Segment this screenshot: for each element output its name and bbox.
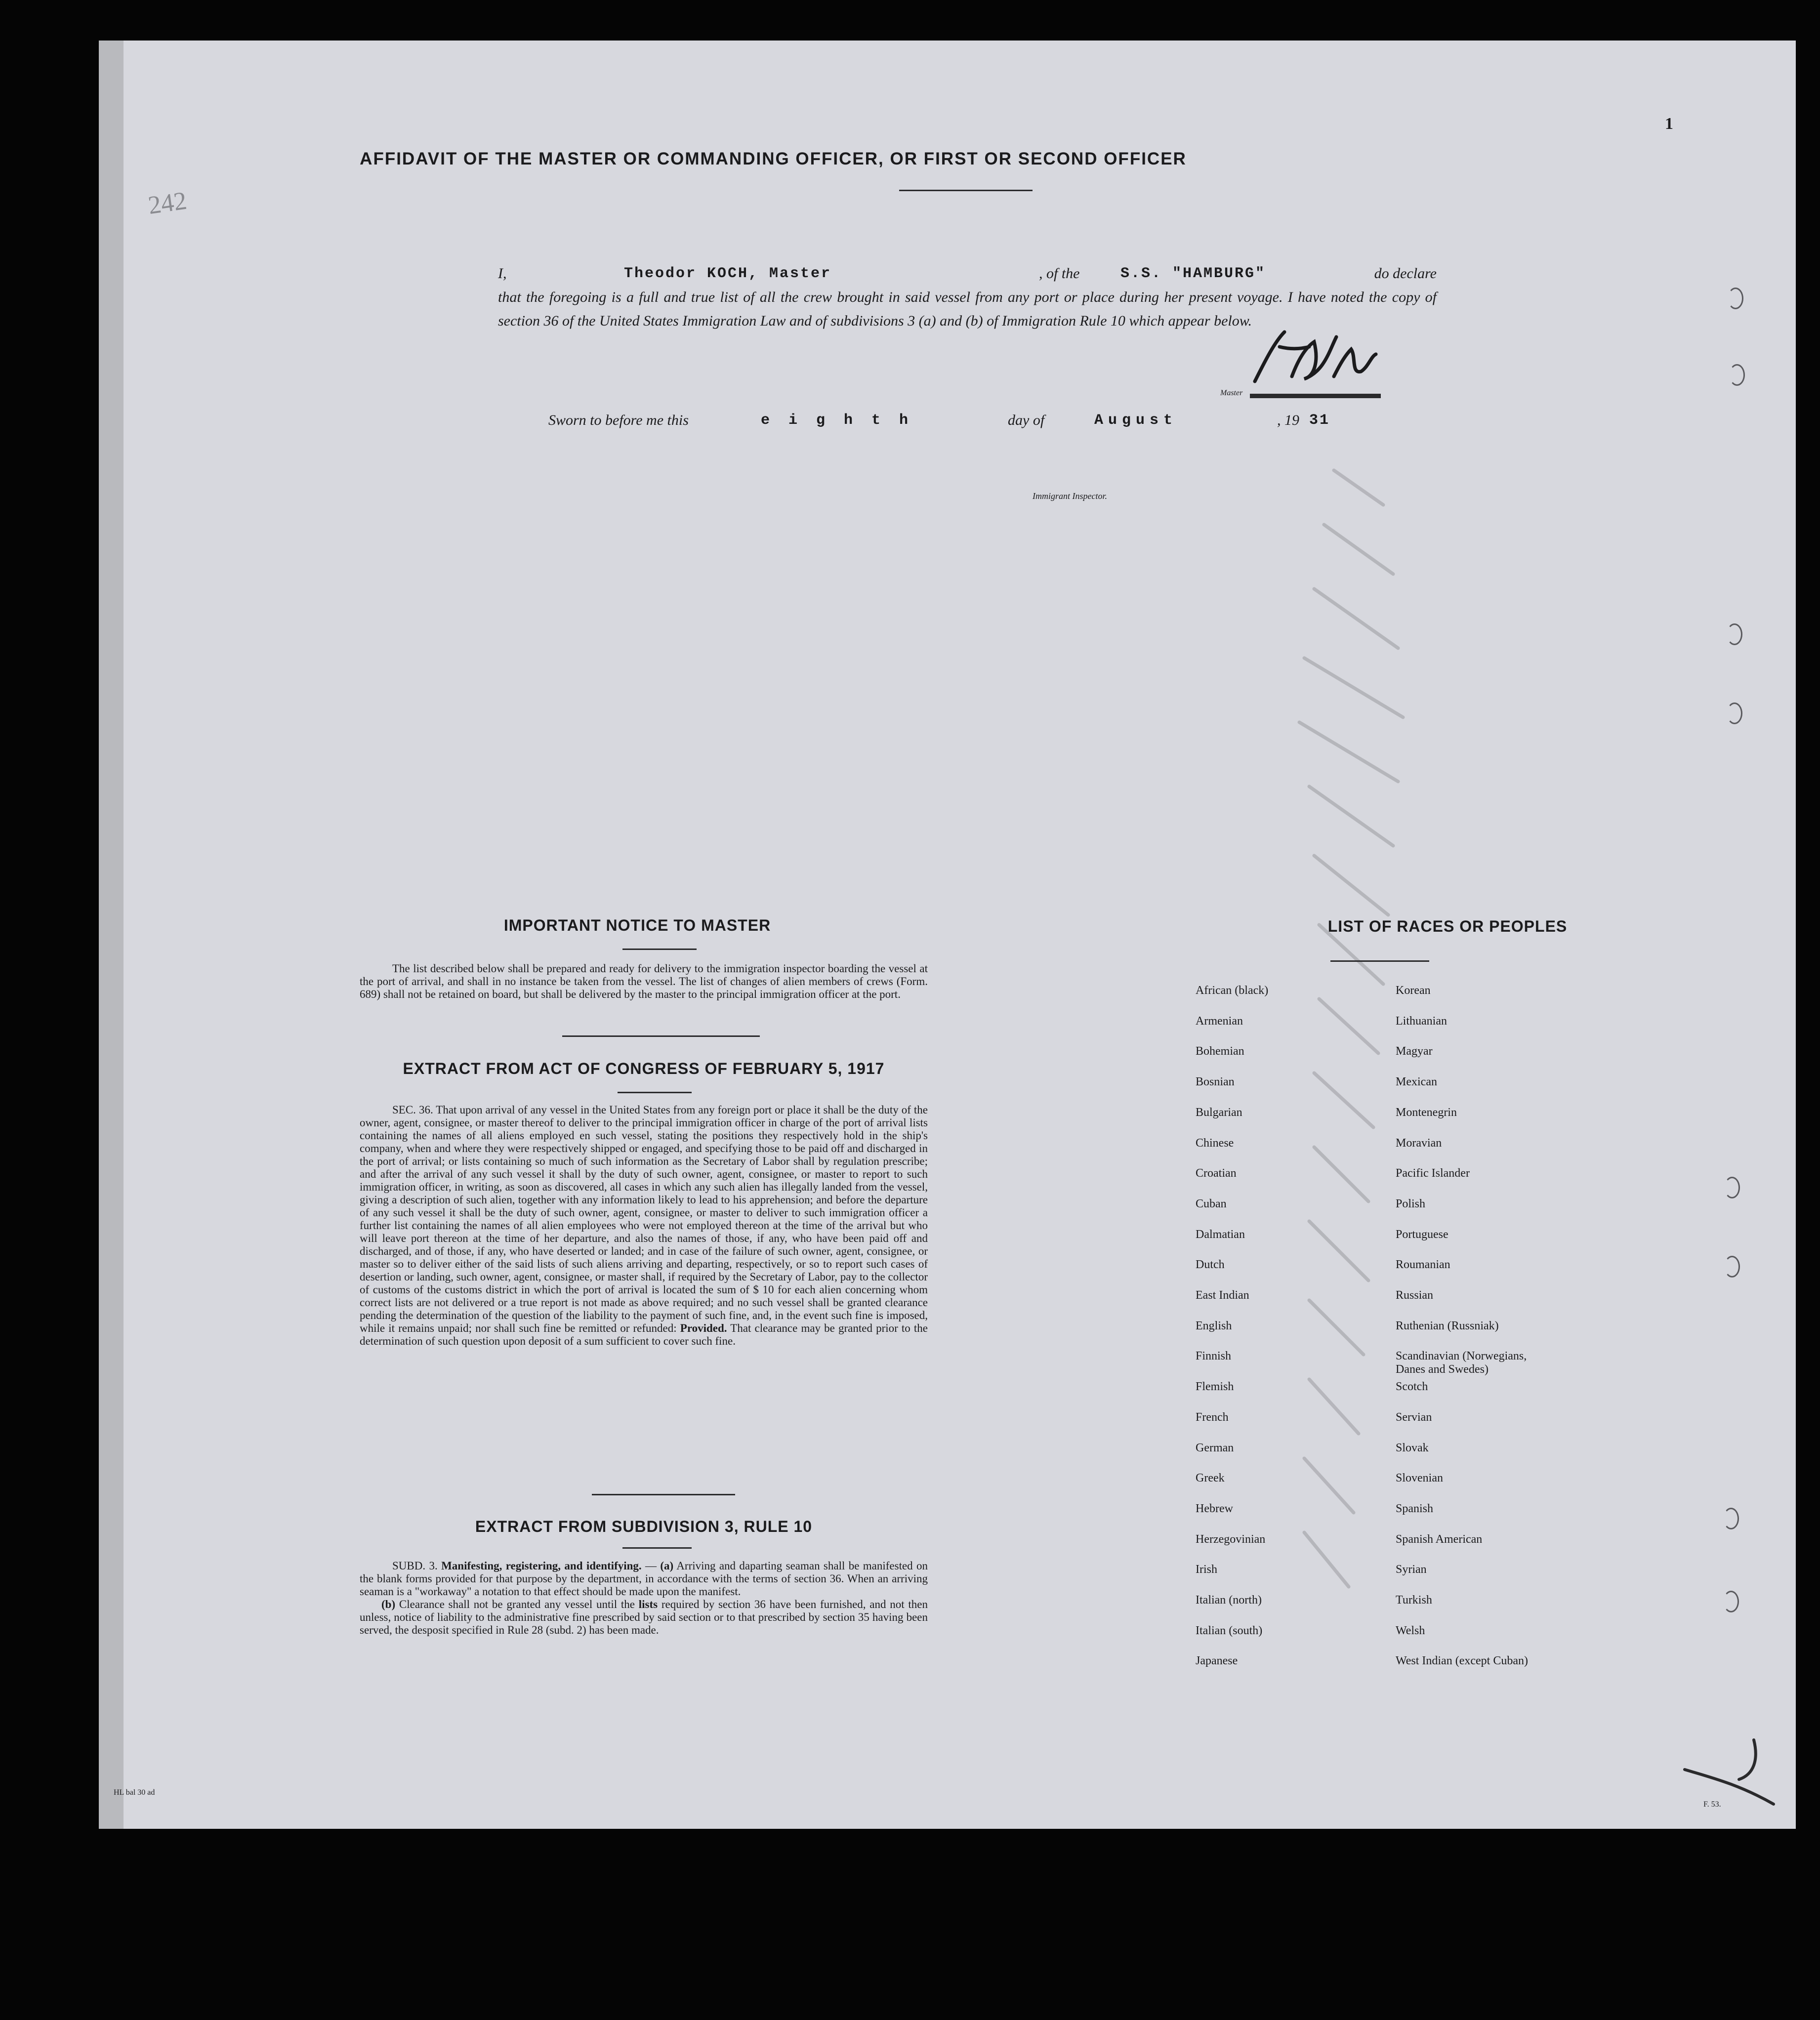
race-item: Korean (1396, 984, 1431, 997)
title-rule (899, 190, 1033, 191)
extract-act-title: EXTRACT FROM ACT OF CONGRESS OF FEBRUARY 5, 1917 (403, 1060, 885, 1077)
day-of-label: day of (1008, 412, 1045, 428)
race-item: Ruthenian (Russniak) (1396, 1319, 1499, 1332)
binder-hole (1724, 1177, 1740, 1198)
race-item: Syrian (1396, 1563, 1427, 1576)
section-36-text: SEC. 36. That upon arrival of any vessel in the United States from any foreign port or place it shall be the duty of the owner, agent, consignee, or master thereof to deliver to the principal immigration officer in charge of the port of arrival lists containing the names of all aliens employed en such vessel, stating the positions they respectively hold in the ship's company, when and where they were respectively shipped or engaged, and specifying those to be paid off and discharged in the port of arrival; or lists containing so much of such information as the Secretary of Labor shall by regulation prescribe; and after the arrival of any such vessel it shall by the duty of such owner, agent, consignee, or master to report to such immigration officer, in writing, as soon as discovered, all cases in which any such alien has illegally landed from the vessel, giving a description of such alien, together with any information likely to lead to his apprehension; and before the departure of any such vessel it shall be the duty of such owner, agent, consignee, or master to deliver to such immigration officer a further list containing the names of all alien employees who were not employed thereon at the time of the arrival but who will leave port thereon at the time of her departure, and also the names of those, if any, who have been paid off and discharged, and of those, if any, who have deserted or landed; and in case of the failure of such owner, agent, consignee, or master so to deliver either of the said lists of such aliens arriving and departing, respectively, or so to report such cases of desertion or landing, such owner, agent, consignee, or master shall, if required by the Secretary of Labor, pay to the collector of customs of the customs district in which the port of arrival is located the sum of $ 10 for each alien concerning whom correct lists are not delivered or a true report is not made as above required; and no such vessel shall be granted clearance pending the determination of the question of the liability to the payment of such fine, and, in the event such fine is imposed, while it remains unpaid; nor shall such fine be remitted or refunded: (360, 1104, 928, 1334)
declaration-paragraph (498, 262, 1437, 333)
extract-act-rule (618, 1092, 692, 1093)
declare-label: do declare (1374, 265, 1437, 282)
subd-heading: Manifesting, registering, and identifying. (441, 1560, 642, 1572)
race-item: Slovak (1396, 1441, 1429, 1454)
race-item: French (1196, 1410, 1229, 1424)
race-item: Herzegovinian (1196, 1532, 1266, 1546)
race-item: Finnish (1196, 1350, 1232, 1363)
race-item: Russian (1396, 1289, 1434, 1302)
document-page (114, 41, 1796, 1829)
race-item: Bulgarian (1196, 1106, 1242, 1119)
binder-hole (1727, 702, 1742, 724)
race-item: Spanish American (1396, 1532, 1483, 1546)
races-title: LIST OF RACES OR PEOPLES (1327, 917, 1568, 935)
master-label: Master (1220, 389, 1243, 397)
race-item: Servian (1396, 1410, 1432, 1424)
sworn-month: August (1094, 412, 1178, 429)
page-edge-strip (99, 41, 124, 1829)
sworn-day: e i g h t h (761, 412, 913, 429)
of-the-label: , of the (1039, 265, 1080, 282)
race-item: Armenian (1196, 1014, 1243, 1028)
master-signature (1245, 327, 1393, 391)
provided-label: Provided. (680, 1322, 727, 1334)
race-item: African (black) (1196, 984, 1269, 997)
affidavit-title: AFFIDAVIT OF THE MASTER OR COMMANDING OFFICER, OR FIRST OR SECOND OFFICER (360, 149, 1187, 168)
race-item: Bosnian (1196, 1075, 1235, 1089)
extract-rule-rule (622, 1547, 692, 1549)
subd-b-paragraph (360, 1598, 928, 1637)
section-36-paragraph (360, 1104, 928, 1348)
notice-title-rule (622, 948, 697, 950)
race-item: Chinese (1196, 1136, 1234, 1150)
race-item: Scandinavian (Norwegians, Danes and Swedes) (1396, 1350, 1527, 1376)
race-item: Scotch (1396, 1380, 1428, 1394)
race-item: Magyar (1396, 1045, 1433, 1058)
notice-paragraph: The list described below shall be prepared and ready for delivery to the immigration inspector boarding the vessel at the port of arrival, and shall in no instance be taken from the vessel. The list of changes of alien members of crews (Form. 689) shall not be retained on board, but shall be delivered by the master to the principal immigration officer at the port. (360, 962, 928, 1000)
subd-label: SUBD. 3. (392, 1560, 438, 1572)
year-prefix: , 19 (1277, 412, 1299, 428)
race-item: German (1196, 1441, 1234, 1454)
year-suffix: 31 (1309, 412, 1330, 429)
extract-act-end-rule (592, 1494, 735, 1495)
pronoun: I, (498, 265, 507, 282)
notice-text (360, 962, 928, 1001)
race-item: Welsh (1396, 1624, 1425, 1637)
race-item: Polish (1396, 1197, 1426, 1210)
page-number: 1 (1665, 115, 1673, 133)
race-item: Flemish (1196, 1380, 1234, 1394)
race-item: Hebrew (1196, 1502, 1233, 1515)
inspector-label: Immigrant Inspector. (1033, 491, 1107, 501)
race-item: West Indian (except Cuban) (1396, 1654, 1528, 1668)
race-item: Dutch (1196, 1258, 1225, 1272)
declaration-first-line (498, 262, 1437, 286)
race-item: Cuban (1196, 1197, 1227, 1210)
binder-hole (1728, 288, 1743, 309)
races-title-rule (1330, 960, 1429, 962)
race-item: Croatian (1196, 1167, 1237, 1180)
notice-title: IMPORTANT NOTICE TO MASTER (503, 916, 771, 934)
sworn-prefix: Sworn to before me this (548, 412, 689, 428)
extract-rule-text (360, 1560, 928, 1637)
binder-hole (1729, 364, 1745, 386)
race-item: Slovenian (1396, 1472, 1443, 1485)
margin-stamp: 242 (146, 186, 189, 220)
officer-name: Theodor KOCH, Master (624, 265, 832, 282)
extract-act-text (360, 1104, 928, 1348)
subd-a-text: Arriving and daparting seaman shall be manifested on the blank forms provided for that purpose by the department, in accordance with the terms of section 36. When an arriving seaman is a "workaway" a notation to that effect should be made upon the manifest. (360, 1560, 928, 1598)
race-item: Lithuanian (1396, 1014, 1447, 1028)
section-36-text-after: That clearance may be granted prior to the determination of such question upon deposit of a sum sufficient to cover such fine. (360, 1322, 928, 1347)
race-item: Italian (south) (1196, 1624, 1263, 1637)
form-code: HL bal 30 ad (114, 1788, 155, 1797)
vessel-name: S.S. "HAMBURG" (1120, 265, 1266, 282)
corner-pen-mark (1680, 1730, 1779, 1819)
race-item: Dalmatian (1196, 1228, 1245, 1241)
race-item: Bohemian (1196, 1045, 1244, 1058)
race-item: Mexican (1396, 1075, 1437, 1089)
form-number: F. 53. (1703, 1800, 1721, 1809)
race-item: Portuguese (1396, 1228, 1448, 1241)
race-item: Greek (1196, 1472, 1225, 1485)
binder-hole (1723, 1508, 1739, 1529)
race-item: Italian (north) (1196, 1594, 1262, 1607)
race-item: Moravian (1396, 1136, 1442, 1150)
race-item: Irish (1196, 1563, 1217, 1576)
race-item: Japanese (1196, 1654, 1238, 1668)
declaration-text: that the foregoing is a full and true list of all the crew brought in said vessel from any port or place during her present voyage. I have noted the copy of section 36 of the United States Immigration Law and of subdivisions 3 (a) and (b) of Immigration Rule 10 which appear below. (498, 289, 1437, 329)
notice-end-rule (562, 1035, 760, 1037)
binder-hole (1724, 1256, 1740, 1278)
subd-b-label: (b) (381, 1598, 396, 1610)
race-item: Roumanian (1396, 1258, 1450, 1272)
extract-rule-title: EXTRACT FROM SUBDIVISION 3, RULE 10 (475, 1518, 813, 1535)
binder-hole (1723, 1591, 1739, 1612)
subd-a-label: (a) (660, 1560, 674, 1572)
binder-hole (1727, 623, 1742, 645)
race-item: East Indian (1196, 1289, 1249, 1302)
subd-b-text-2: required by section 36 have been furnished, and not then unless, notice of liability to the administrative fine prescribed by said section or to that prescribed by section 35 having been served, the desposit specified in Rule 28 (subd. 2) has been made. (360, 1598, 928, 1636)
race-item: Pacific Islander (1396, 1167, 1470, 1180)
subd-a-paragraph: SUBD. 3. Manifesting, registering, and identifying. — (a) Arriving and daparting seaman shall be manifested on the blank forms provided for that purpose by the department, in accordance with the terms of section 36. When an arriving seaman is a "workaway" a notation to that effect should be made upon the manifest. (360, 1560, 928, 1598)
race-item: Turkish (1396, 1594, 1432, 1607)
subd-b-text-1: Clearance shall not be granted any vessel until the (399, 1598, 635, 1610)
subd-b-lists: lists (638, 1598, 658, 1610)
race-item: English (1196, 1319, 1232, 1332)
race-item: Spanish (1396, 1502, 1434, 1515)
race-item: Montenegrin (1396, 1106, 1457, 1119)
struck-officer-title (1250, 394, 1381, 398)
